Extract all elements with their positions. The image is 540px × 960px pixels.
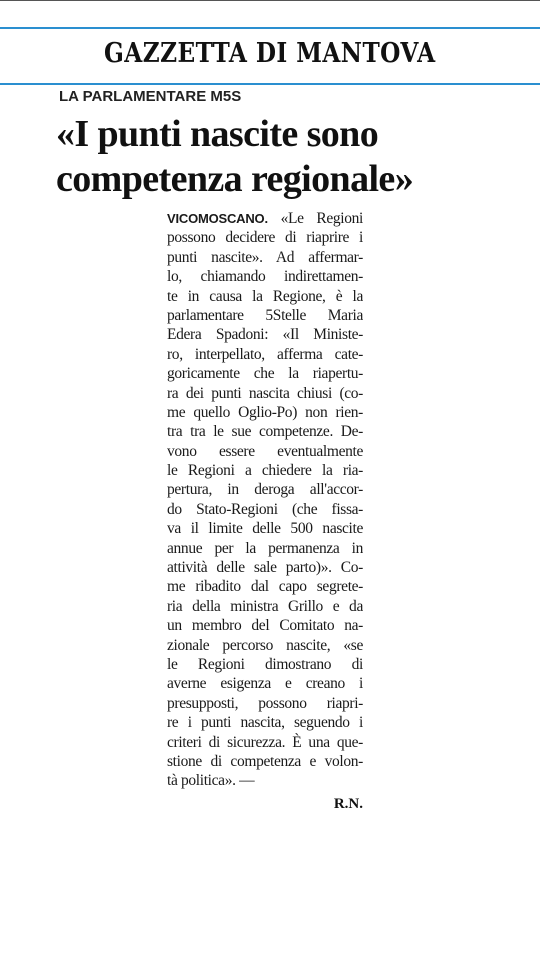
article-text-line: tà politica». — (167, 772, 255, 790)
article-text-line: stione di competenza e volon- (167, 752, 363, 770)
article-text-line: tra tra le sue competenze. De- (167, 423, 363, 441)
article-first-line (167, 209, 363, 228)
article-text-line: possono decidere di riaprire i (167, 229, 363, 247)
article-text-line: presupposti, possono riapri- (167, 694, 363, 712)
headline-line: competenza regionale» (56, 158, 414, 200)
article-text-line: lo, chiamando indirettamen- (167, 268, 363, 286)
article-text-line: averne esigenza e creano i (167, 675, 363, 693)
article-text-line: me ribadito dal capo segrete- (167, 578, 363, 596)
page-top-border (0, 0, 540, 1)
article-text-line: punti nascite». Ad affermar- (167, 248, 363, 266)
article-text-line: le Regioni dimostrano di (167, 655, 363, 673)
article-text-line: goricamente che la riapertu- (167, 365, 363, 383)
article-body (167, 209, 363, 814)
headline-line: «I punti nascite sono (56, 113, 379, 155)
newspaper-masthead (0, 27, 540, 85)
article-dateline: VICOMOSCANO. (167, 211, 268, 226)
article-text-line: un membro del Comitato na- (167, 617, 363, 635)
article-byline: R.N. (333, 795, 363, 812)
article-text-line: va il limite delle 500 nascite (167, 520, 363, 538)
article-first-line-text: «Le Regioni (267, 210, 363, 227)
article-text-line: le Regioni a chiedere la ria- (167, 462, 363, 480)
article-text-line: ra dei punti nascita chiusi (co- (167, 384, 363, 402)
newspaper-name: GAZZETTA DI MANTOVA (104, 38, 436, 69)
article-text-line: annue per la permanenza in (167, 539, 363, 557)
article-text-line: attività delle sale parto)». Co- (167, 559, 363, 577)
article-headline (56, 112, 526, 202)
article-text-line: do Stato-Regioni (che fissa- (167, 500, 363, 518)
article-text-line: re i punti nascita, seguendo i (167, 714, 363, 732)
article-text-line: ro, interpellato, afferma cate- (167, 345, 363, 363)
article-text-line: Edera Spadoni: «Il Ministe- (167, 326, 363, 344)
article-text-line: criteri di sicurezza. È una que- (167, 733, 363, 751)
article-text-lines (167, 228, 363, 790)
article-text-line: te in causa la Regione, è la (167, 287, 363, 305)
article-text-line: pertura, in deroga all'accor- (167, 481, 363, 499)
article-text-line: parlamentare 5Stelle Maria (167, 306, 363, 324)
article-kicker: LA PARLAMENTARE M5S (59, 88, 242, 105)
article-text-line: vono essere eventualmente (167, 442, 363, 460)
article-text-line: zionale percorso nascite, «se (167, 636, 363, 654)
article-text-line: ria della ministra Grillo e da (167, 597, 363, 615)
article-text-line: me quello Oglio-Po) non rien- (167, 403, 363, 421)
